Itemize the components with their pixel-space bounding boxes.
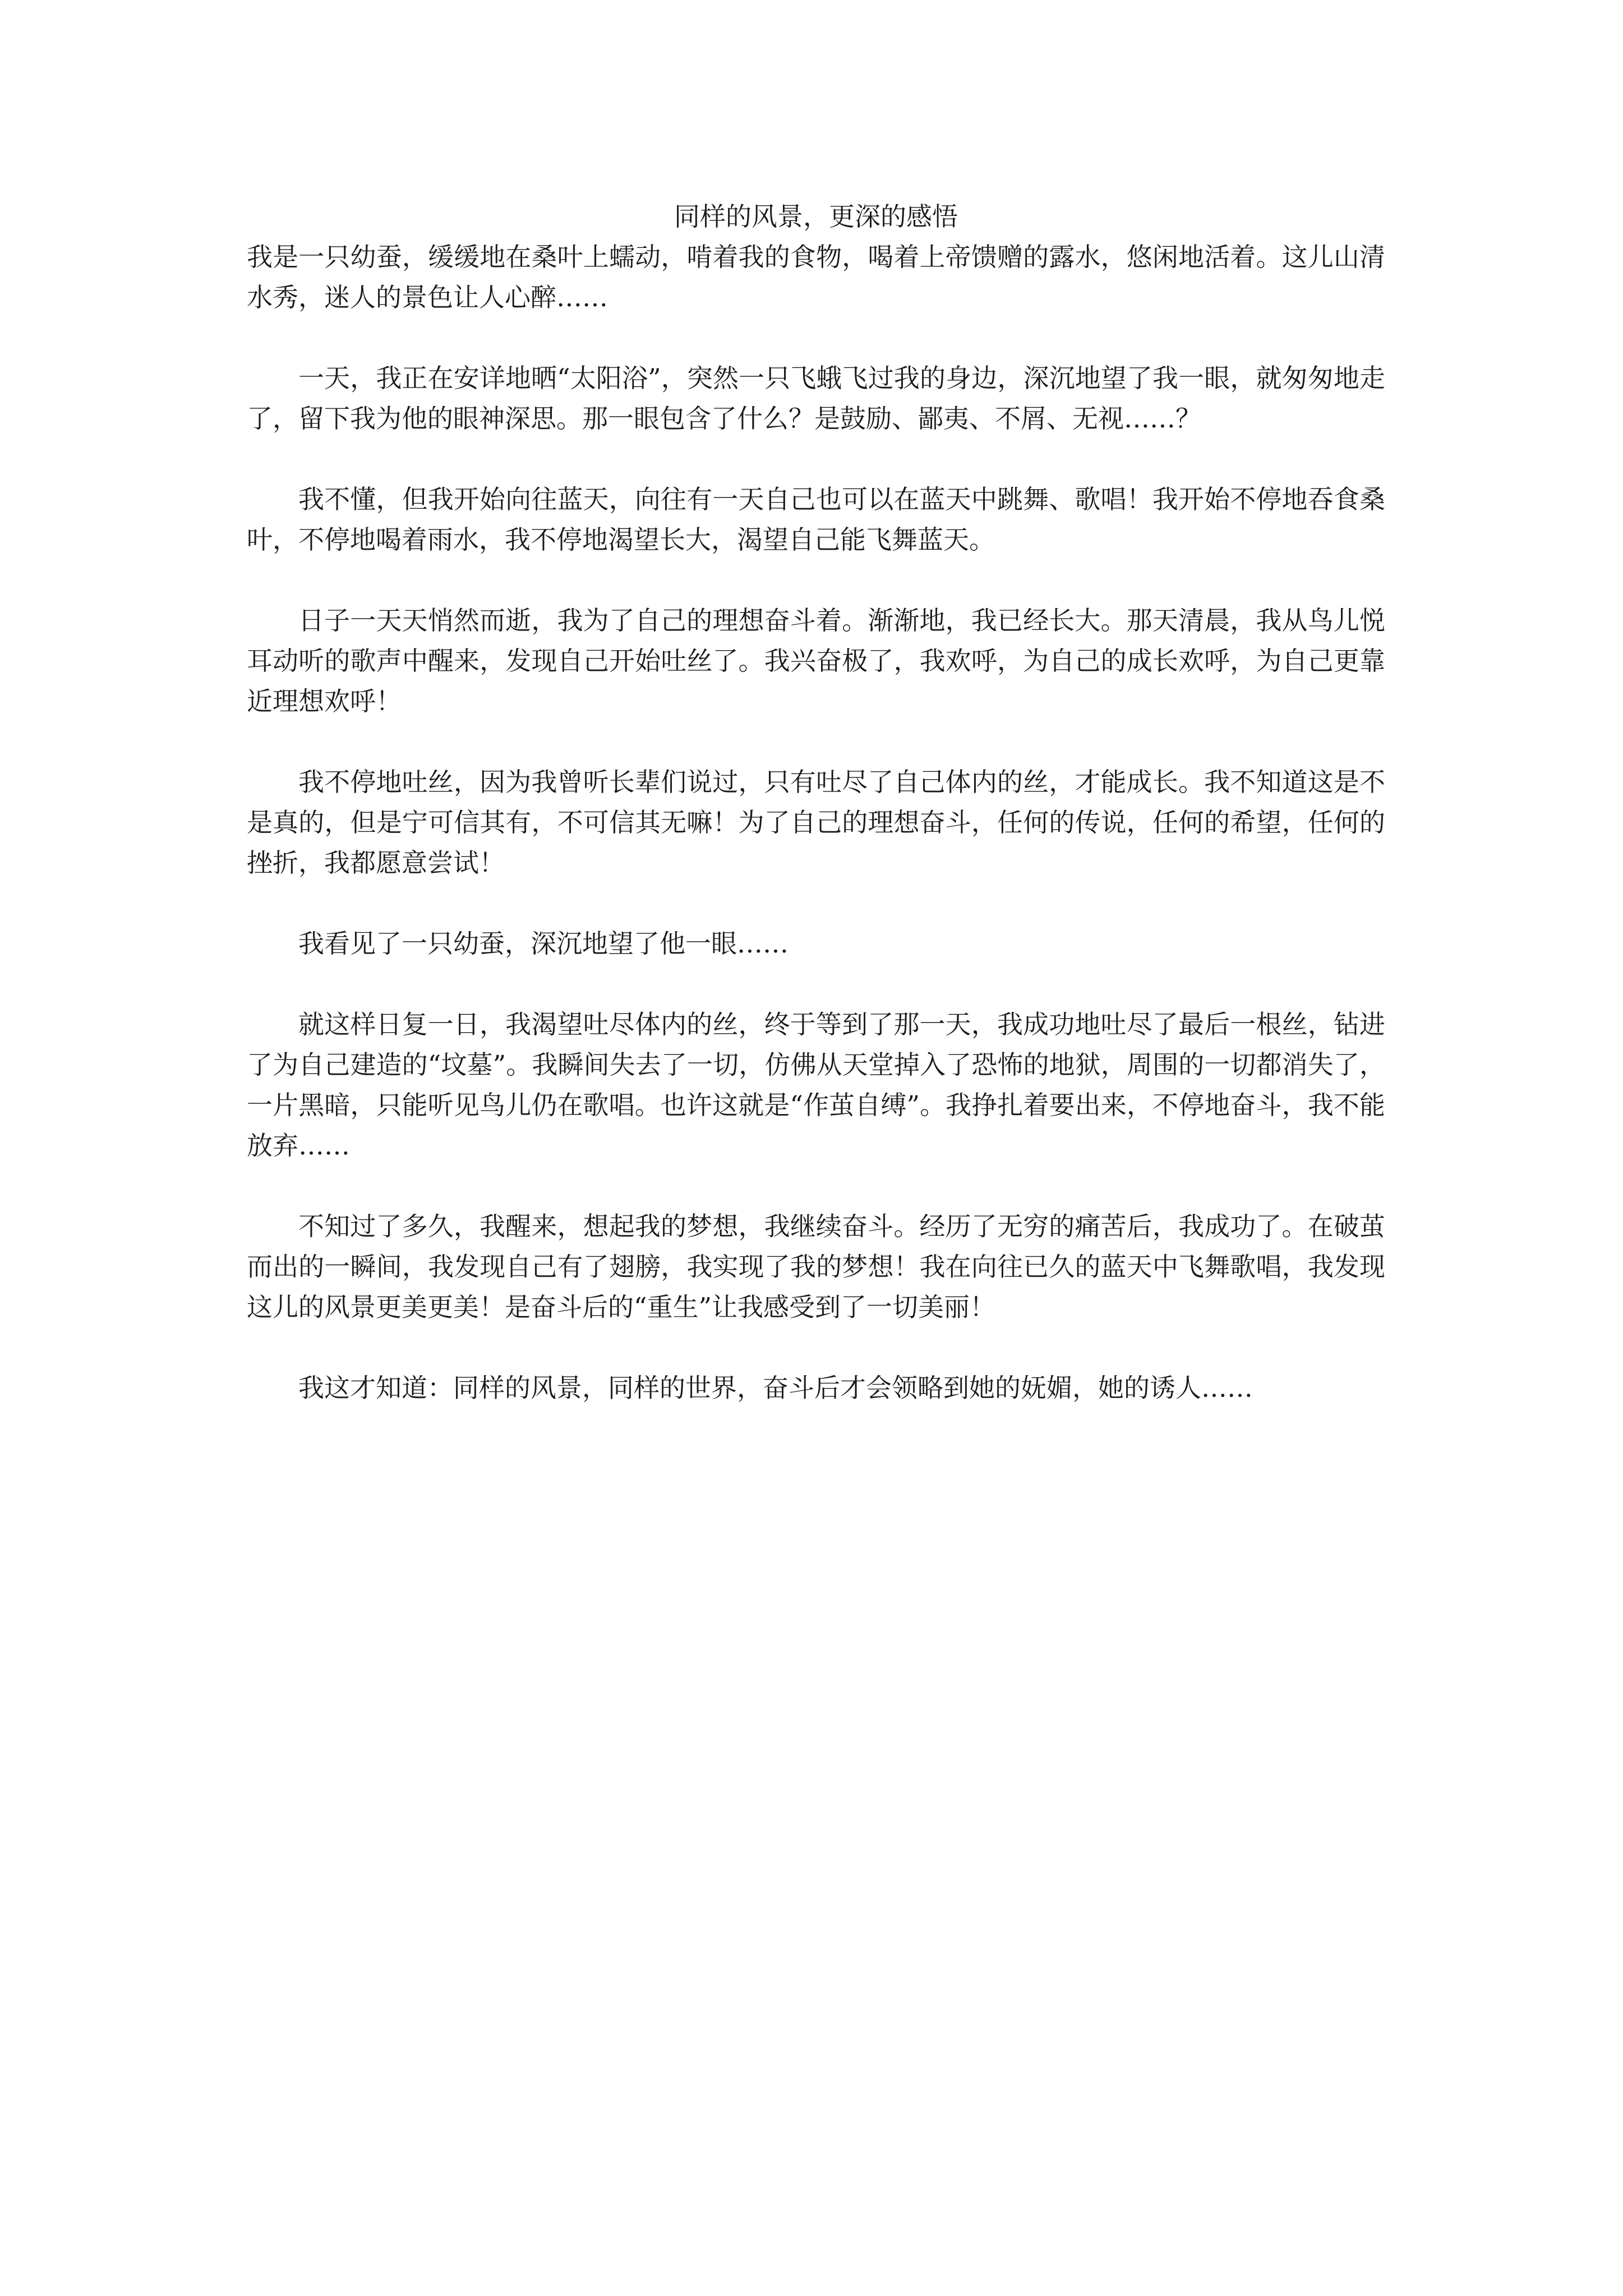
paragraph-1: 我是一只幼蚕，缓缓地在桑叶上蠕动，啃着我的食物，喝着上帝馈赠的露水，悠闲地活着。这儿山清水秀，迷人的景色让人心醉…… <box>247 242 1385 312</box>
paragraph-8: 不知过了多久，我醒来，想起我的梦想，我继续奋斗。经历了无穷的痛苦后，我成功了。在破茧而出的一瞬间，我发现自己有了翅膀，我实现了我的梦想！我在向往已久的蓝天中飞舞歌唱，我发现这儿的风景更美更美！是奋斗后的“重生”让我感受到了一切美丽！ <box>247 1211 1385 1322</box>
paragraph-9: 我这才知道：同样的风景，同样的世界，奋斗后才会领略到她的妩媚，她的诱人…… <box>298 1373 1253 1403</box>
paragraph-7: 就这样日复一日，我渴望吐尽体内的丝，终于等到了那一天，我成功地吐尽了最后一根丝，钻进了为自己建造的“坟墓”。我瞬间失去了一切，仿佛从天堂掉入了恐怖的地狱，周围的一切都消失了，一片黑暗，只能听见鸟儿仍在歌唱。也许这就是“作茧自缚”。我挣扎着要出来，不停地奋斗，我不能放弃…… <box>247 1009 1385 1161</box>
paragraph-4: 日子一天天悄然而逝，我为了自己的理想奋斗着。渐渐地，我已经长大。那天清晨，我从鸟儿悦耳动听的歌声中醒来，发现自己开始吐丝了。我兴奋极了，我欢呼，为自己的成长欢呼，为自己更靠近理想欢呼！ <box>247 605 1385 716</box>
paragraph-6: 我看见了一只幼蚕，深沉地望了他一眼…… <box>298 928 789 959</box>
paragraph-3: 我不懂，但我开始向往蓝天，向往有一天自己也可以在蓝天中跳舞、歌唱！我开始不停地吞食桑叶，不停地喝着雨水，我不停地渴望长大，渴望自己能飞舞蓝天。 <box>247 484 1385 555</box>
document-body <box>247 196 1385 1448</box>
paragraph-2: 一天，我正在安详地晒“太阳浴”，突然一只飞蛾飞过我的身边，深沉地望了我一眼，就匆匆地走了，留下我为他的眼神深思。那一眼包含了什么？是鼓励、鄙夷、不屑、无视……？ <box>247 363 1385 434</box>
paragraph-5: 我不停地吐丝，因为我曾听长辈们说过，只有吐尽了自己体内的丝，才能成长。我不知道这是不是真的，但是宁可信其有，不可信其无嘛！为了自己的理想奋斗，任何的传说，任何的希望，任何的挫折，我都愿意尝试！ <box>247 767 1385 878</box>
document-title: 同样的风景，更深的感悟 <box>674 201 958 232</box>
